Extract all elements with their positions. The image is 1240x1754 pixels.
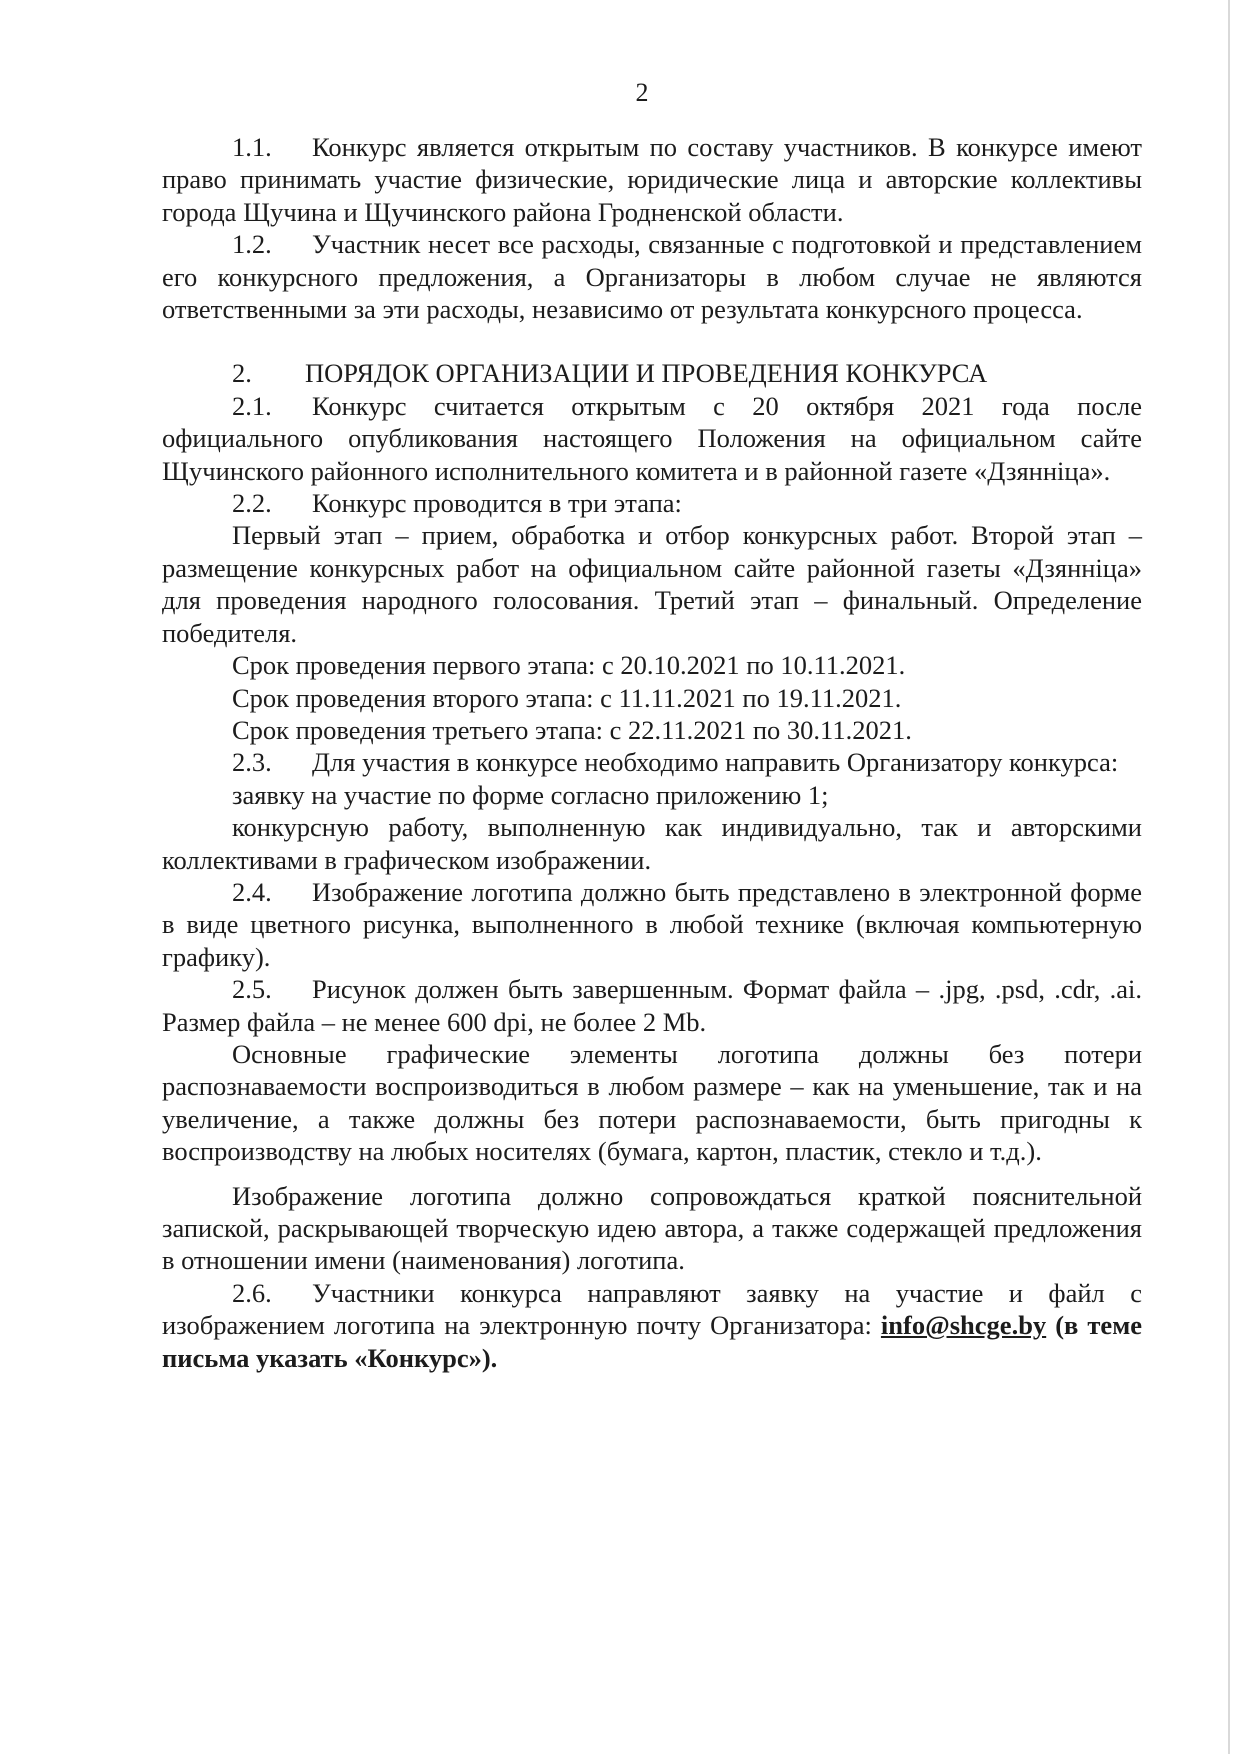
requirement-item-work: конкурсную работу, выполненную как индивидуально, так и авторскими коллективами в графическом изображении. <box>162 812 1142 875</box>
paragraph-2-1 <box>162 390 1142 487</box>
clause-number: 2.4. <box>232 876 272 907</box>
requirement-item-application: заявку на участие по форме согласно приложению 1; <box>232 779 829 810</box>
clause-number: 2.6. <box>232 1277 272 1308</box>
section-title: ПОРЯДОК ОРГАНИЗАЦИИ И ПРОВЕДЕНИЯ КОНКУРСА <box>305 358 988 389</box>
paragraph-1-1 <box>162 131 1142 228</box>
clause-text: Изображение логотипа должно быть представлено в электронной форме в виде цветного рисунка, выполненного в любой технике (включая компьютерную графику). <box>162 876 1142 972</box>
organizer-email-link[interactable]: info@shcge.by <box>880 1310 1047 1341</box>
clause-number: 2.1. <box>232 390 272 421</box>
clause-text: Конкурс проводится в три этапа: <box>312 488 682 519</box>
clause-text: Рисунок должен быть завершенным. Формат файла – .jpg, .psd, .cdr, .ai. Размер файла – не менее 600 dpi, не более 2 Mb. <box>162 974 1142 1037</box>
stages-paragraph: Первый этап – прием, обработка и отбор конкурсных работ. Второй этап – размещение конкурсных работ на официальном сайте районной газеты «Дзяннiца» для проведения народного голосования. Третий этап – финальный. Определение победителя. <box>162 520 1142 648</box>
paragraph-2-5 <box>162 973 1142 1038</box>
page-number: 2 <box>635 78 649 107</box>
document-body <box>162 131 1142 1374</box>
clause-number: 1.2. <box>232 229 272 260</box>
email-subject-note: (в теме письма указать «Конкурс»). <box>162 1310 1143 1373</box>
scan-edge-line <box>1228 0 1230 1754</box>
clause-text: Участник несет все расходы, связанные с подготовкой и представлением его конкурсного предложения, а Организаторы в любом случае не являются ответственными за эти расходы, независимо от результата конкурсного процесса. <box>162 229 1142 325</box>
section-2-heading <box>162 357 1142 389</box>
clause-text: Конкурс считается открытым с 20 октября 2021 года после официального опубликования настоящего Положения на официальном сайте Щучинского районного исполнительного комитета и в районной газете «Дзяннiца». <box>162 390 1142 486</box>
clause-number: 2.5. <box>232 974 272 1005</box>
clause-number: 2.2. <box>232 488 272 519</box>
explanatory-note-paragraph: Изображение логотипа должно сопровождаться краткой пояснительной запиской, раскрывающей творческую идею автора, а также содержащей предложения в отношении имени (наименования) логотипа. <box>162 1180 1142 1276</box>
paragraph-2-3 <box>162 746 1142 778</box>
stage-3-term: Срок проведения третьего этапа: с 22.11.2021 по 30.11.2021. <box>232 714 912 745</box>
stage-2-term: Срок проведения второго этапа: с 11.11.2021 по 19.11.2021. <box>232 682 902 713</box>
paragraph-2-2 <box>162 487 1142 519</box>
section-number: 2. <box>232 358 252 389</box>
clause-number: 2.3. <box>232 747 272 778</box>
paragraph-2-4 <box>162 876 1142 973</box>
clause-text: Для участия в конкурсе необходимо направить Организатору конкурса: <box>312 747 1119 778</box>
graphic-elements-paragraph: Основные графические элементы логотипа должны без потери распознаваемости воспроизводиться в любом размере – как на уменьшение, так и на увеличение, а также должны без потери распознаваемости, быть пригодны к воспроизводству на любых носителях (бумага, картон, пластик, стекло и т.д.). <box>162 1038 1142 1167</box>
clause-text: Участники конкурса направляют заявку на участие и файл с изображением логотипа на электронную почту Организатора: <box>162 1277 1142 1341</box>
stage-1-term: Срок проведения первого этапа: с 20.10.2021 по 10.11.2021. <box>232 650 906 681</box>
clause-number: 1.1. <box>232 132 272 162</box>
clause-text: Конкурс является открытым по составу участников. В конкурсе имеют право принимать участие физические, юридические лица и авторские коллективы города Щучина и Щучинского района Гродненской области. <box>162 132 1142 227</box>
paragraph-1-2 <box>162 228 1142 325</box>
paragraph-2-6 <box>162 1277 1142 1374</box>
